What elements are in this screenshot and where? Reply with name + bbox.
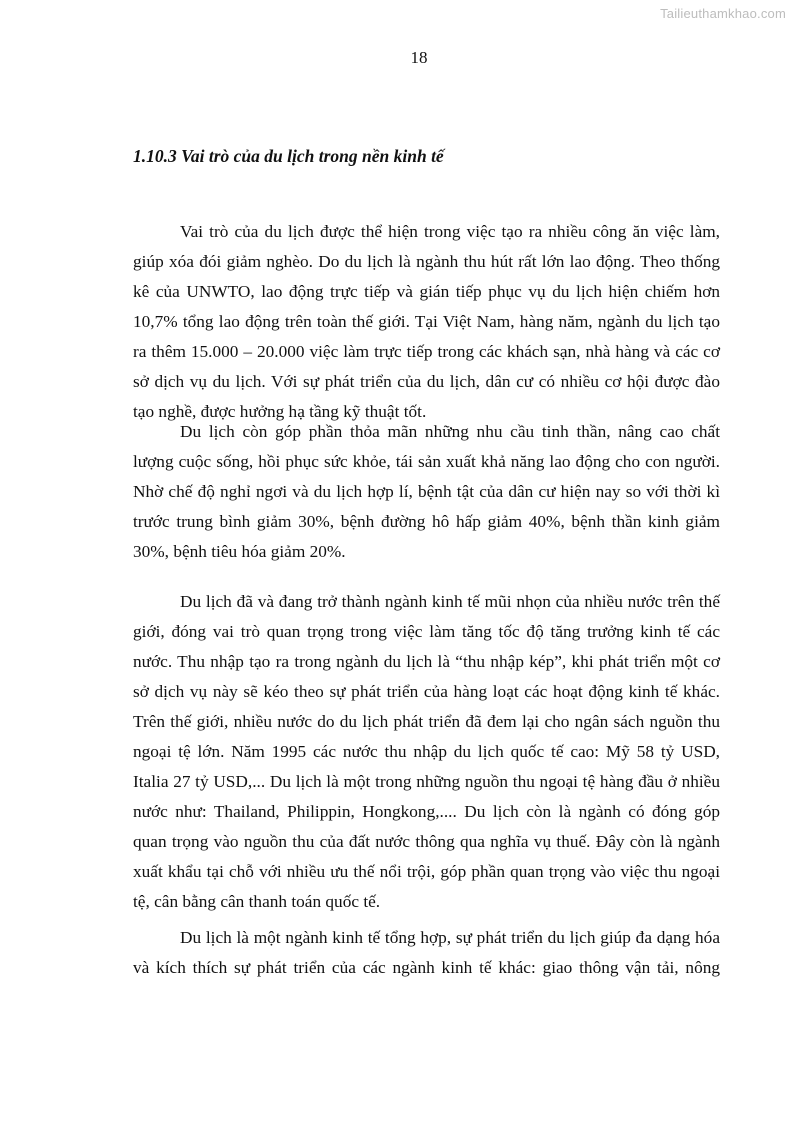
text-line: sở dịch vụ này sẽ kéo theo sự phát triển của hàng loạt các hoạt động kinh tế khác. (133, 682, 720, 701)
text-line: Trên thế giới, nhiều nước do du lịch phát triển đã đem lại cho ngân sách nguồn thu (133, 712, 720, 731)
text-line: kê của UNWTO, lao động trực tiếp và gián tiếp phục vụ du lịch hiện chiếm hơn (133, 282, 720, 301)
text-line: Du lịch là một ngành kinh tế tổng hợp, sự phát triển du lịch giúp đa dạng hóa (180, 928, 720, 947)
watermark: Tailieuthamkhao.com (660, 6, 786, 21)
text-line: ngoại tệ lớn. Năm 1995 các nước thu nhập du lịch quốc tế cao: Mỹ 58 tỷ USD, (133, 742, 720, 761)
text-line: Du lịch đã và đang trở thành ngành kinh tế mũi nhọn của nhiều nước trên thế (180, 592, 720, 611)
text-line: Vai trò của du lịch được thể hiện trong việc tạo ra nhiều công ăn việc làm, (180, 222, 720, 241)
text-line: tệ, cân bằng cân thanh toán quốc tế. (133, 892, 381, 911)
section-heading: 1.10.3 Vai trò của du lịch trong nền kinh tế (133, 146, 444, 166)
text-line: lượng cuộc sống, hồi phục sức khỏe, tái sản xuất khả năng lao động cho con người. (133, 452, 720, 471)
text-line: quan trọng vào nguồn thu của đất nước thông qua nghĩa vụ thuế. Đây còn là ngành (133, 832, 720, 851)
text-line: ra thêm 15.000 – 20.000 việc làm trực tiếp trong các khách sạn, nhà hàng và các cơ (133, 342, 720, 361)
text-line: giúp xóa đói giảm nghèo. Do du lịch là ngành thu hút rất lớn lao động. Theo thống (133, 252, 720, 271)
text-line: nước như: Thailand, Philippin, Hongkong,.... Du lịch còn là ngành có đóng góp (133, 802, 720, 821)
text-line: sở dịch vụ du lịch. Với sự phát triển của du lịch, dân cư có nhiều cơ hội được đào (133, 372, 720, 391)
text-line: và kích thích sự phát triển của các ngành kinh tế khác: giao thông vận tải, nông (133, 958, 720, 977)
text-line: xuất khẩu tại chỗ với nhiều ưu thế nổi trội, góp phần quan trọng vào việc thu ngoại (133, 862, 720, 881)
page-number: 18 (410, 48, 428, 67)
text-line: 30%, bệnh tiêu hóa giảm 20%. (133, 542, 346, 561)
text-line: Nhờ chế độ nghỉ ngơi và du lịch hợp lí, bệnh tật của dân cư hiện nay so với thời kì (133, 482, 720, 501)
text-line: 10,7% tổng lao động trên toàn thế giới. Tại Việt Nam, hàng năm, ngành du lịch tạo (133, 312, 720, 331)
text-line: Italia 27 tỷ USD,... Du lịch là một trong những nguồn thu ngoại tệ hàng đầu ở nhiều (133, 772, 720, 791)
text-line: Du lịch còn góp phần thỏa mãn những nhu cầu tinh thần, nâng cao chất (180, 422, 720, 441)
text-line: tạo nghề, được hưởng hạ tầng kỹ thuật tốt. (133, 402, 427, 421)
text-line: giới, đóng vai trò quan trọng trong việc làm tăng tốc độ tăng trưởng kinh tế các (133, 622, 720, 641)
text-line: nước. Thu nhập tạo ra trong ngành du lịch là “thu nhập kép”, khi phát triển một cơ (133, 652, 720, 671)
text-line: trước trung bình giảm 30%, bệnh đường hô hấp giảm 40%, bệnh thần kinh giảm (133, 512, 720, 531)
